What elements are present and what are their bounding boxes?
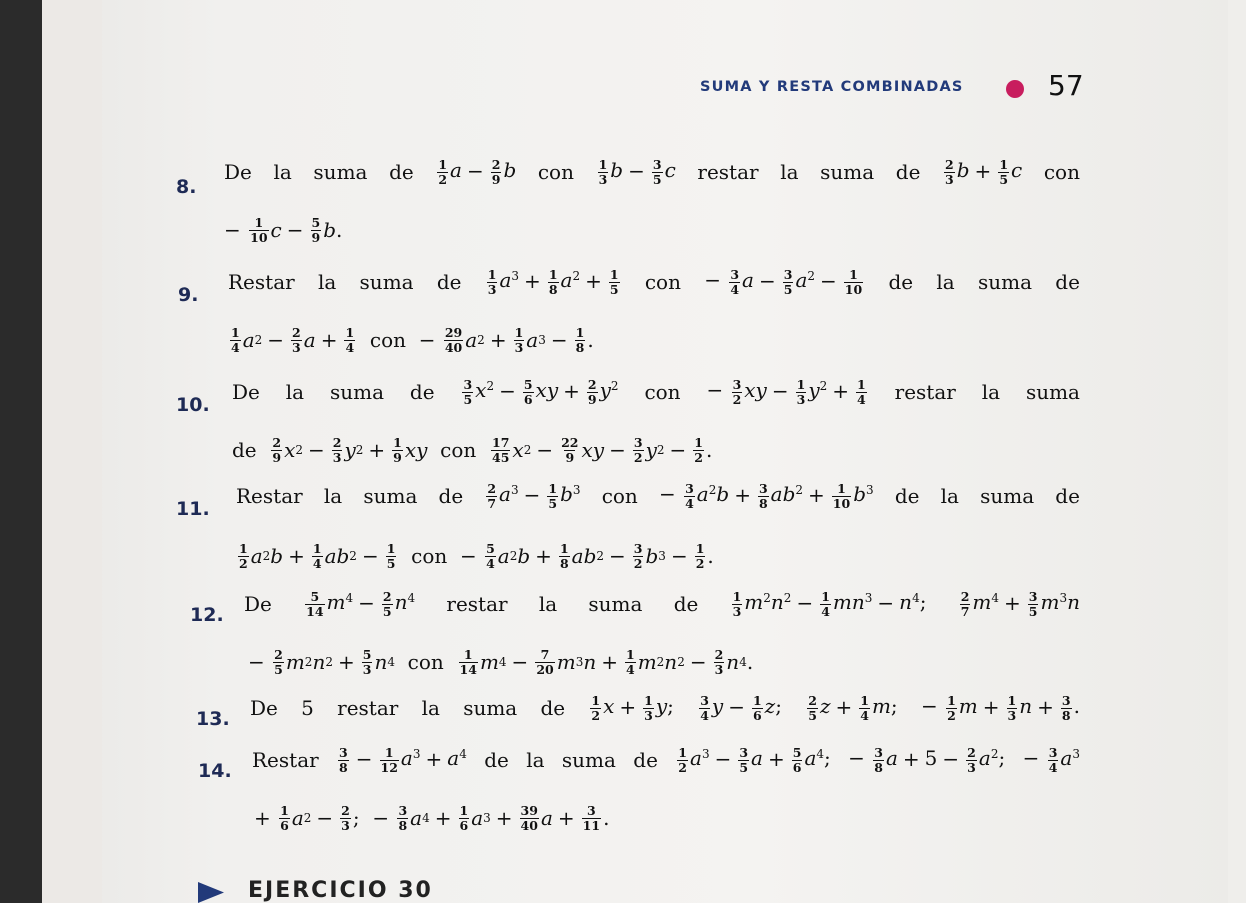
problem-line: − $\frac{1}{10}$ c − $\frac{5}{9}$ b . xyxy=(224,215,343,245)
problem-line: Restar la suma de $\frac{1}{3}$ $a^3$ + $\frac{1}{8}$ $a^2$ + $\frac{1}{5}$ con − $\frac{3}{4}$ a − $\frac{3}{5}$ $a^2$ − $\frac{1}{10}$ de la suma de xyxy=(228,267,1080,297)
problem-line: De la suma de $\frac{1}{2}$ a − $\frac{2}{9}$ b con $\frac{1}{3}$ b − $\frac{3}{5}$ c restar la suma de $\frac{2}{3}$ b + $\frac{1}{5}$ c con xyxy=(224,157,1080,187)
problem-line: 1 2 a 2 b + $\frac{1}{4}$ ab 2 − $\frac{1}{5}$ con − 5 4 a 2 b + $\frac{1}{8}$ ab 2 − $\frac{3}{2}$ b 3 − $\frac{1}{2}$ . xyxy=(239,541,714,571)
problem-line: De 5 restar la suma de $\frac{1}{2}$ x + $\frac{1}{3}$ y; $\frac{3}{4}$ y − $\frac{1}{6}$ z; $\frac{2}{5}$ z + $\frac{1}{4}$ m; − $\frac{1}{2}$ m + $\frac{1}{3}$ n + $\frac{3}{8}$ . xyxy=(250,693,1080,723)
bullet-icon xyxy=(1006,80,1024,98)
problem-number: 11. xyxy=(176,498,210,520)
problem-line: De $\frac{5}{14}$ $m^4$ − $\frac{2}{5}$ $n^4$ restar la suma de $\frac{1}{3}$ $m^2n^2$ − $\frac{1}{4}$ $mn^3 - n^4$; $\frac{2}{7}$ $m^4$ + $\frac{3}{5}$ $m^3n$ xyxy=(244,589,1080,619)
problem-number: 8. xyxy=(176,176,197,198)
exercise-heading: EJERCICIO 30 xyxy=(248,878,433,903)
problem-line: + 1 6 a 2 − $\frac{2}{3}$ ; − 3 8 a 4 + $\frac{1}{6}$ a 3 + $\frac{39}{40}$ a + $\frac{3}{11}$ . xyxy=(254,803,610,833)
problem-number: 14. xyxy=(198,760,232,782)
problem-line: De la suma de $\frac{3}{5}$ $x^2$ − $\frac{5}{6}$ xy + $\frac{2}{9}$ $y^2$ con − $\frac{3}{2}$ xy − $\frac{1}{3}$ $y^2$ + $\frac{1}{4}$ restar la suma xyxy=(232,377,1080,407)
page-number: 57 xyxy=(1048,69,1084,102)
problem-line: de 2 9 x 2 − $\frac{2}{3}$ y 2 + $\frac{1}{9}$ xy con 17 45 x 2 − $\frac{22}{9}$ xy − $\frac{3}{2}$ y 2 − $\frac{1}{2}$ . xyxy=(232,435,713,465)
problem-number: 12. xyxy=(190,604,224,626)
problem-line: Restar la suma de $\frac{2}{7}$ $a^3$ − $\frac{1}{5}$ $b^3$ con − $\frac{3}{4}$ $a^2b$ + $\frac{3}{8}$ $ab^2$ + $\frac{1}{10}$ $b^3$ de la suma de xyxy=(236,481,1080,511)
page-edge xyxy=(1228,0,1246,903)
problem-number: 9. xyxy=(178,284,199,306)
problem-number: 13. xyxy=(196,708,230,730)
problem-number: 10. xyxy=(176,394,210,416)
problem-line: − 2 5 m 2 n 2 + $\frac{5}{3}$ n 4 con 1 14 m 4 − $\frac{7}{20}$ m 3 n + $\frac{1}{4}$ m 2 n 2 − $\frac{2}{3}$ n 4 . xyxy=(248,647,754,677)
page-margin xyxy=(42,0,102,903)
section-title: SUMA Y RESTA COMBINADAS xyxy=(700,79,964,95)
problem-line: Restar $\frac{3}{8}$ − $\frac{1}{12}$ $a^3 + a^4$ de la suma de $\frac{1}{2}$ $a^3$ − $\frac{3}{5}$ a + $\frac{5}{6}$ $a^4$; − $\frac{3}{8}$ a + 5 − $\frac{2}{3}$ $a^2$; − $\frac{3}{4}$ $a^3$ xyxy=(252,745,1080,775)
problem-line: 1 4 a 2 − $\frac{2}{3}$ a + $\frac{1}{4}$ con − 29 40 a 2 + $\frac{1}{3}$ a 3 − $\frac{1}{8}$ . xyxy=(231,325,594,355)
